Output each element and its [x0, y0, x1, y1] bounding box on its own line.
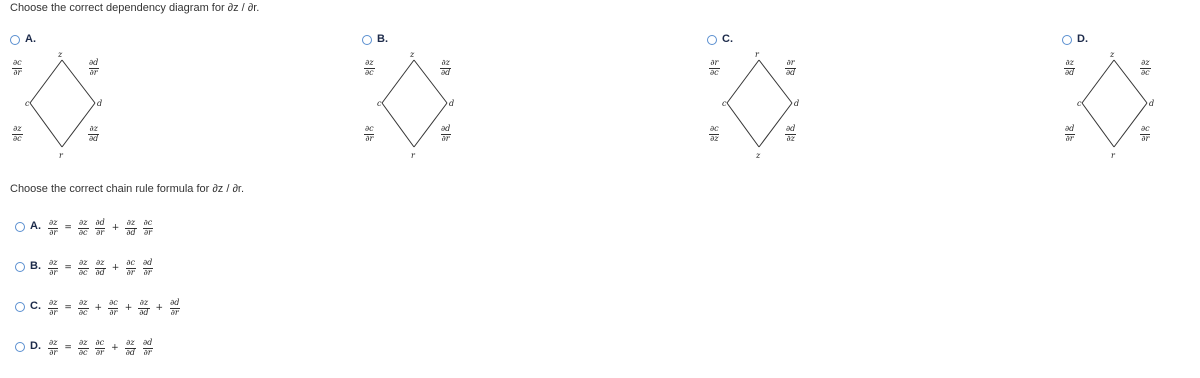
diagram-edge	[1082, 60, 1114, 103]
fraction-denominator: ∂r	[89, 68, 98, 77]
fraction-denominator: ∂r	[49, 348, 58, 357]
equals-sign: =	[64, 223, 72, 233]
fraction-numerator: ∂c	[710, 124, 719, 133]
fraction-denominator: ∂d	[1065, 68, 1075, 77]
formula-option-radio[interactable]	[15, 342, 25, 352]
partial-derivative	[143, 219, 154, 237]
diagram-edge	[1082, 103, 1114, 147]
chain-rule-formula	[48, 256, 153, 280]
diagram-option-radio[interactable]	[362, 35, 372, 45]
fraction-denominator: ∂r	[143, 348, 152, 357]
fraction-numerator: ∂z	[79, 298, 88, 307]
diagram-vertex-left: c	[1077, 99, 1082, 108]
fraction-denominator: ∂d	[126, 228, 136, 237]
diagram-vertex-right: d	[794, 99, 800, 108]
diagram-edge	[382, 60, 414, 103]
fraction-denominator: ∂z	[710, 134, 719, 143]
edge-derivative-ul	[1064, 59, 1075, 77]
diagram-vertex-right: d	[97, 99, 103, 108]
fraction-denominator: ∂r	[96, 228, 105, 237]
partial-derivative	[95, 259, 106, 277]
dependency-diagram	[707, 45, 847, 190]
edge-derivative-ur	[88, 59, 99, 77]
diagram-edge	[30, 103, 62, 147]
partial-derivative	[125, 259, 136, 277]
edge-derivative-ul	[364, 59, 375, 77]
diagram-option-label: C.	[722, 33, 733, 45]
edge-derivative-lr	[440, 125, 451, 143]
fraction-numerator: ∂c	[365, 124, 374, 133]
fraction-denominator: ∂c	[78, 228, 88, 237]
chain-rule-formula	[48, 336, 153, 360]
chain-rule-formula	[48, 296, 180, 320]
edge-derivative-ul	[709, 59, 720, 77]
fraction-numerator: ∂z	[49, 218, 58, 227]
fraction-denominator: ∂r	[365, 134, 374, 143]
fraction-numerator: ∂z	[139, 298, 149, 307]
plus-sign: +	[94, 303, 103, 313]
dependency-diagram	[10, 45, 150, 190]
partial-derivative	[108, 299, 119, 317]
diamond-edges	[362, 45, 502, 190]
fraction-numerator: ∂z	[1065, 58, 1074, 67]
fraction-denominator: ∂c	[78, 268, 88, 277]
diagram-vertex-bottom: r	[411, 151, 415, 160]
plus-sign: +	[111, 223, 120, 233]
fraction-numerator: ∂z	[441, 58, 450, 67]
partial-derivative	[48, 259, 58, 277]
formula-option-label: A.	[30, 220, 41, 232]
diagram-vertex-bottom: r	[1111, 151, 1115, 160]
diagram-option-label: B.	[377, 33, 388, 45]
fraction-denominator: ∂d	[441, 68, 451, 77]
diagram-vertex-left: c	[377, 99, 382, 108]
fraction-numerator: ∂c	[109, 298, 118, 307]
partial-derivative	[95, 219, 106, 237]
diagram-option-radio[interactable]	[1062, 35, 1072, 45]
equals-sign: =	[64, 343, 72, 353]
dependency-diagram	[362, 45, 502, 190]
diagram-vertex-bottom: r	[59, 151, 63, 160]
fraction-denominator: ∂c	[365, 68, 374, 77]
fraction-denominator: ∂c	[710, 68, 719, 77]
chain-rule-formula	[48, 216, 153, 240]
fraction-denominator: ∂r	[109, 308, 118, 317]
diagram-vertex-left: c	[25, 99, 30, 108]
partial-derivative	[142, 339, 153, 357]
partial-derivative	[125, 339, 136, 357]
fraction-numerator: ∂d	[170, 298, 180, 307]
fraction-numerator: ∂c	[143, 218, 153, 227]
fraction-denominator: ∂d	[95, 268, 105, 277]
partial-derivative	[48, 219, 58, 237]
partial-derivative	[78, 259, 89, 277]
fraction-denominator: ∂r	[95, 348, 104, 357]
partial-derivative	[78, 219, 89, 237]
edge-derivative-ul	[12, 59, 23, 77]
fraction-numerator: ∂z	[79, 258, 88, 267]
fraction-numerator: ∂d	[142, 258, 153, 267]
fraction-denominator: ∂r	[13, 68, 22, 77]
fraction-denominator: ∂r	[1065, 134, 1074, 143]
fraction-denominator: ∂r	[126, 268, 135, 277]
diagram-option-label: A.	[25, 33, 36, 45]
edge-derivative-ll	[12, 125, 23, 143]
fraction-denominator: ∂r	[49, 268, 58, 277]
diagram-vertex-left: c	[722, 99, 727, 108]
diagram-vertex-bottom: z	[756, 151, 761, 160]
fraction-denominator: ∂c	[13, 134, 22, 143]
edge-derivative-ur	[440, 59, 451, 77]
fraction-denominator: ∂r	[143, 268, 152, 277]
fraction-denominator: ∂r	[49, 308, 58, 317]
fraction-numerator: ∂z	[79, 338, 88, 347]
edge-derivative-ll	[709, 125, 720, 143]
edge-derivative-ur	[785, 59, 796, 77]
fraction-denominator: ∂c	[1141, 68, 1150, 77]
formula-option-label: B.	[30, 260, 41, 272]
fraction-numerator: ∂z	[95, 258, 105, 267]
diamond-edges	[1062, 45, 1200, 190]
partial-derivative	[138, 299, 149, 317]
fraction-numerator: ∂z	[126, 218, 136, 227]
equals-sign: =	[64, 303, 72, 313]
formula-option-radio[interactable]	[15, 262, 25, 272]
fraction-numerator: ∂z	[49, 338, 58, 347]
formula-option-radio[interactable]	[15, 222, 25, 232]
partial-derivative	[78, 299, 89, 317]
fraction-numerator: ∂d	[441, 124, 451, 133]
fraction-numerator: ∂d	[95, 218, 105, 227]
partial-derivative	[48, 299, 58, 317]
fraction-denominator: ∂d	[786, 68, 796, 77]
diagram-edge	[727, 60, 759, 103]
diagram-option-radio[interactable]	[707, 35, 717, 45]
fraction-denominator: ∂r	[441, 134, 450, 143]
fraction-numerator: ∂z	[79, 218, 88, 227]
diagram-option-label: D.	[1077, 33, 1088, 45]
plus-sign: +	[111, 263, 120, 273]
fraction-numerator: ∂c	[1141, 124, 1150, 133]
fraction-denominator: ∂d	[89, 134, 99, 143]
formula-option-label: C.	[30, 300, 41, 312]
fraction-denominator: ∂d	[125, 348, 135, 357]
diagram-vertex-right: d	[1149, 99, 1155, 108]
edge-derivative-ll	[1064, 125, 1075, 143]
diagram-option-radio[interactable]	[10, 35, 20, 45]
dependency-diagram	[1062, 45, 1200, 190]
fraction-numerator: ∂r	[786, 58, 795, 67]
fraction-denominator: ∂r	[143, 228, 152, 237]
plus-sign: +	[111, 343, 119, 353]
plus-sign: +	[124, 303, 133, 313]
diamond-edges	[707, 45, 847, 190]
edge-derivative-lr	[88, 125, 99, 143]
formula-option-label: D.	[30, 340, 41, 352]
fraction-numerator: ∂z	[126, 338, 135, 347]
fraction-denominator: ∂r	[1141, 134, 1150, 143]
fraction-denominator: ∂z	[786, 134, 795, 143]
diagram-vertex-top: z	[410, 50, 415, 59]
question-2-prompt: Choose the correct chain rule formula for ∂z / ∂r.	[10, 183, 245, 195]
partial-derivative	[142, 259, 153, 277]
fraction-numerator: ∂z	[13, 124, 22, 133]
fraction-numerator: ∂d	[786, 124, 796, 133]
fraction-numerator: ∂d	[89, 58, 99, 67]
edge-derivative-lr	[1140, 125, 1151, 143]
fraction-numerator: ∂z	[1141, 58, 1150, 67]
diagram-vertex-top: z	[58, 50, 63, 59]
partial-derivative	[125, 219, 136, 237]
diamond-edges	[10, 45, 150, 190]
fraction-numerator: ∂r	[710, 58, 719, 67]
partial-derivative	[78, 339, 89, 357]
fraction-denominator: ∂d	[139, 308, 149, 317]
partial-derivative	[169, 299, 180, 317]
fraction-numerator: ∂z	[49, 258, 58, 267]
equals-sign: =	[64, 263, 72, 273]
fraction-numerator: ∂z	[89, 124, 98, 133]
edge-derivative-ur	[1140, 59, 1151, 77]
fraction-numerator: ∂d	[1065, 124, 1075, 133]
diagram-edge	[382, 103, 414, 147]
fraction-numerator: ∂d	[142, 338, 153, 347]
diagram-vertex-top: z	[1110, 50, 1115, 59]
fraction-numerator: ∂c	[13, 58, 22, 67]
edge-derivative-lr	[785, 125, 796, 143]
fraction-numerator: ∂z	[365, 58, 374, 67]
partial-derivative	[95, 339, 106, 357]
question-1-prompt: Choose the correct dependency diagram for ∂z / ∂r.	[10, 2, 260, 14]
diagram-edge	[30, 60, 62, 103]
diagram-edge	[727, 103, 759, 147]
partial-derivative	[48, 339, 58, 357]
plus-sign: +	[155, 303, 164, 313]
fraction-denominator: ∂c	[78, 348, 88, 357]
formula-option-radio[interactable]	[15, 302, 25, 312]
edge-derivative-ll	[364, 125, 375, 143]
fraction-denominator: ∂r	[49, 228, 58, 237]
fraction-denominator: ∂r	[170, 308, 179, 317]
fraction-numerator: ∂c	[95, 338, 105, 347]
fraction-numerator: ∂c	[126, 258, 135, 267]
diagram-vertex-top: r	[755, 50, 759, 59]
diagram-vertex-right: d	[449, 99, 455, 108]
fraction-denominator: ∂c	[78, 308, 88, 317]
fraction-numerator: ∂z	[49, 298, 58, 307]
